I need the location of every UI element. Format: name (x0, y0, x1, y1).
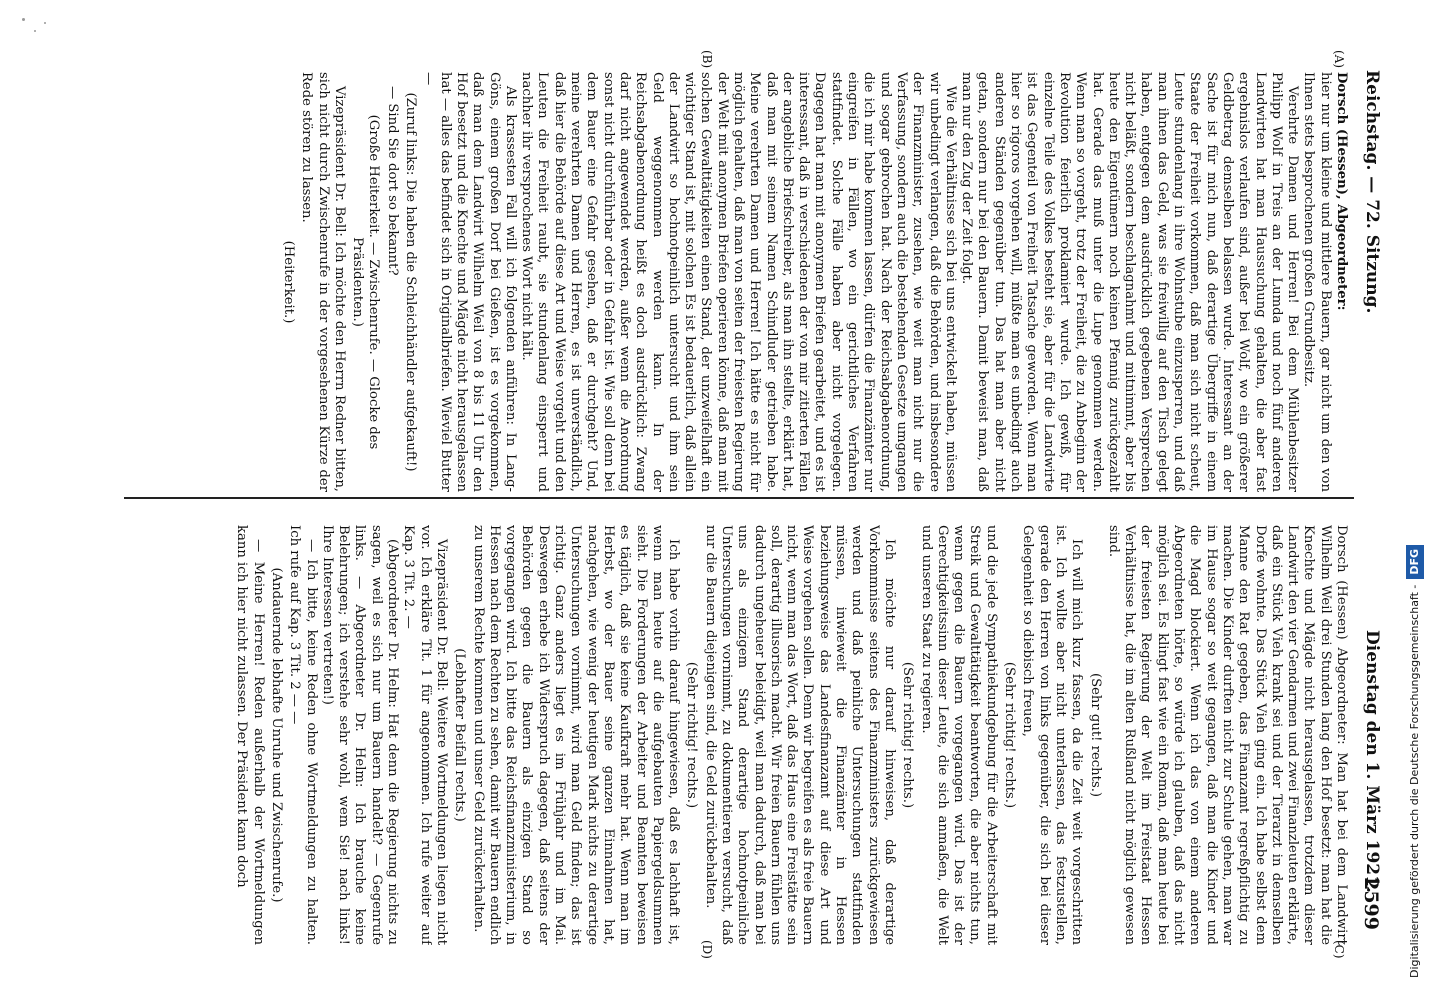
paragraph: und die jede Sympathiekundgebung für die Arbeiterschaft mit Streik und Gewalttätigkeit beantworten, die aber nichts tun, wenn gegen die Bauern vorgegangen wird. Das ist der Gerechtigkeitssinn dieser Leute, die sich anmaßen, die Welt und unseren Staat zu regieren. (918, 525, 999, 945)
margin-marker-a: (A) (1332, 50, 1346, 69)
paragraph: Ich habe vorhin darauf hingewiesen, daß es lachhaft ist, wenn man heute auf die aufgebauten Papiergeldsummen sieht. Die Forderungen der Arbeiter und Beamten beweisen es täglich, daß sie keine Kaufkraft mehr hat. Wenn man im Herbst, wo der Bauer seine ganzen Einnahmen hat, nachgehen, wie wenig der heutigen Mark nichts zu derartige Untersuchungen vornimmt, wird man Geld finden; das ist richtig. Ganz anders liegt es im Frühjahr und im Mai. Deswegen erhebe ich Widerspruch dagegen, daß seitens der Behörden gegen die Bauern als einzigen Stand so vorgegangen wird. Ich bitte das Reichsfinanzministerium, in Hessen nach dem Rechten zu sehen, damit wir Bauern endlich zu unserem Rechte kommen und unser Geld zurückerhalten. (470, 525, 682, 945)
scan-speck (22, 18, 25, 21)
margin-marker-c: (C) (1332, 940, 1346, 959)
paragraph: (Abgeordneter Dr. Helm: Hat denn die Regierung nichts zu sagen, weil es sich nur um Bauern handelt? — Gegenrufe links. — Abgeordneter Dr. Helm: Ich brauche keine Belehrungen; ich verstehe sehr wohl, wem Sie! nach links! Ihre Interessen vertreten!) (319, 525, 401, 945)
right-column (109, 525, 1349, 945)
scan-speck (44, 22, 46, 24)
page-header (1354, 70, 1382, 930)
paragraph: Als krassesten Fall will ich folgenden anführen: In Lang-Göns, einem großen Dorf bei Gießen, ist es vorgekommen, daß man dem Landwirt Wilhelm Weil von 8 bis 11 Uhr den Hof besetzt und die Knechte und Mägde nicht herausgelassen hat — alles das befindet sich in Originalbriefen. Wieviel Butter — (421, 72, 518, 492)
interjection: (Sehr richtig! rechts.) (900, 661, 916, 809)
paragraph: Vizepräsident Dr. Bell: Weitere Wortmeldungen liegen nicht vor. Ich erkläre Tit. 1 für angenommen. Ich rufe weiter auf Kap. 3 Tit. 2. — (401, 525, 449, 945)
interjection: (Sehr gut! rechts.) (1087, 672, 1103, 798)
margin-marker-d: (D) (700, 940, 714, 959)
speaker-line: Dorsch (Hessen), Abgeordneter: (1334, 72, 1349, 311)
paragraph: Ich möchte nur darauf hinweisen, daß derartige Vorkommnisse seitens des Finanzministers zurückgewiesen werden und daß peinliche Untersuchungen stattfinden müssen, inwieweit die Finanzämter in Hessen beziehungsweise das Landesfinanzamt auf diese Art und Weise vorgehen sollen. Denn wir begreifen es als freie Bauern nicht, wenn man das Wort, daß das Haus eine Freistätte sein soll, derartig illusorisch macht. Wir freien Bauern fühlen uns dadurch ungeheuer beleidigt, weil man dadurch, daß man bei uns als einzigem Stand derartige hochnotpeinliche Untersuchungen vornimmt, zu dokumentieren versucht, daß nur die Bauern diejenigen sind, die Geld zurückbehalten. (702, 525, 897, 945)
paragraph: Verehrte Damen und Herren! Bei dem Mühlenbesitzer Philipp Wolf in Treis an der Lumda und noch fünf anderen Landwirten hat man Haussuchung gehalten, die aber fast ergebnislos verlaufen sind, außer bei Wolf, wo ein größerer Geldbetrag demselben belassen wurde. Interessant an der Sache ist für mich nun, daß derartige Übergriffe in einem Staate der Freiheit vorkommen, daß man sich nicht scheut, Leute stundenlang in ihre Wohnstube einzusperren, und daß man ihnen das Geld, was sie freiwillig auf den Tisch gelegt haben, entgegen dem ausdrücklich gegebenen Versprechen nicht beläßt, sondern beschlagnahmt und mitnimmt, aber bis heute den Eigentümern noch keinen Pfennig zurückgezahlt hat. Gerade das muß unter die Lupe genommen werden. Wenn man so vorgeht, trotz der Freiheit, die zu Anbeginn der Revolution feierlich proklamiert wurde. Ich gewiß, für einzelne Teile des Volkes besteht sie, aber für die Landwirte ist das Gegenteil von Freiheit Tatsache geworden. Wenn man hier so rigoros vorgehen will, müßte man es unbedingt auch anderen Ständen gegenüber tun. Das hat man aber nicht getan, sondern nur bei den Bauern. Damit beweist man, daß man nur den Zug der Zeit folgt. (959, 72, 1301, 492)
paragraph: — Meine Herren! Reden außerhalb der Wortmeldungen kann ich hier nicht zulassen. Der Präsident kann doch (234, 525, 266, 945)
interjection: (Lebhafter Beifall rechts.) (452, 648, 468, 822)
paragraph: Wie die Verhältnisse sich bei uns entwickelt haben, müssen wir unbedingt verlangen, daß die Behörden, und insbesondere der Finanzminister, zusehen, wie weit man nicht nur die Verfassung, sondern auch die bestehenden Gesetze umgangen und sogar gebrochen hat. Nach der Reichsabgabenordnung, die ich mir habe kommen lassen, dürfen die Finanzämter nur eingreifen in Fällen, wo ein gerichtliches Verfahren stattfindet. Solche Fälle haben aber nicht vorgelegen. Dagegen hat man mit anonymen Briefen gearbeitet, und es ist interessant, daß in verschiedenen der von mir zitierten Fällen der angebliche Briefschreiber, als man ihn stellte, erklärt hat, daß man mit seinem Namen Schindluder getrieben habe. Meine verehrten Damen und Herren! Ich hätte es nicht für möglich gehalten, daß man von seiten der freiesten Regierung der Welt mit anonymen Briefen operieren könne, daß man mit solchen Gewalttätigkeiten einen Stand, der unzweifelhaft ein wichtiger Stand ist, mit solchen Es ist bedauerlich, daß allein der Landwirt so hochnotpeinlich untersucht und ihm sein Geld weggenommen werden kann. In der Reichsabgabenordnung heißt es doch ausdrücklich: Zwang darf nicht angewendet werden, außer wenn die Anordnung sonst nicht durchführbar oder in Gefahr ist. Wie soll denn bei dem Bauer eine Gefahr gesehen, daß er durchgeht? Und, meine verehrten Damen und Herren, es ist unverständlich, daß hier die Behörde auf diese Art und Weise vorgeht und den Leuten die Freiheit raubt, sie stundenlang einsperrt und nachher ihr versprochenes Wort nicht hält. (519, 72, 958, 492)
interjection: (Heiterkeit.) (281, 240, 296, 324)
interjection: (Sehr richtig! rechts.) (1002, 661, 1018, 809)
paragraph: — Sind Sie dort so bekannt? (384, 86, 400, 276)
paragraph: Vizepräsident Dr. Bell: Ich möchte den Herrn Redner bitten, sich nicht durch Zwischenrufe in der vorgesehenen Kürze der Rede stören zu lassen. (299, 72, 347, 492)
digitization-text: Digitalisierung gefördert durch die Deutsche Forschungsgemeinschaft - (1408, 584, 1421, 978)
left-column (109, 72, 1349, 492)
digitization-note (1402, 18, 1428, 978)
page-number: 2599 (1360, 877, 1382, 930)
paragraph: hier nur um kleine und mittlere Bauern, gar nicht um den von Ihnen stets besprochenen großen Grundbesitz. (1301, 72, 1333, 492)
paragraph: Ich will mich kurz fassen, da die Zeit weit vorgeschritten ist. Ich wollte aber nicht unterlassen, das festzustellen, gerade den Herren von links gegenüber, die sich bei dieser Gelegenheit so diebisch freuen, (1020, 525, 1085, 945)
dfg-logo: DFG (1406, 545, 1424, 579)
scan-speck (34, 30, 36, 32)
interjection: (Große Heiterkeit. — Zwischenrufe. — Glocke des Präsidenten.) (350, 114, 382, 450)
interjection: (Andauernde lebhafte Unruhe und Zwischenrufe.) (269, 567, 284, 903)
interjection: (Sehr richtig! rechts.) (684, 661, 700, 809)
paragraph: — Ich bitte, keine Reden ohne Wortmeldungen zu halten. Ich rufe auf Kap. 3 Tit. 2 — — (287, 525, 319, 945)
session-date: Dienstag den 1. März 1921. (1362, 630, 1382, 893)
margin-marker-b: (B) (700, 50, 714, 69)
paragraph: Dorsch (Hessen) Abgeordneter: Man hat bei dem Landwirt Wilhelm Weil drei Stunden lang den Hof besetzt: man hat die Knechte und Mägde nicht herausgelassen, trotzdem dieser Landwirt den vier Gendarmen und zwei Finanzleuten erklärte, daß ein Stück Vieh krank sei und der Tierarzt in demselben Dorfe wohnte. Das Stück Vieh ging ein. Ich habe selbst dem Manne den Rat gegeben, das Finanzamt regreßpflichtig zu machen. Die Kinder durften nicht zur Schule gehen, man war im Hause sogar so weit gegangen, daß man die Kinder und die Magd blockiert. Wenn ich das von einem anderen Abgeordneten hörte, so würde ich glauben, daß das nicht möglich sei. Es klingt fast wie ein Roman, daß man heute bei der freiesten Regierung der Welt im Freistaat Hessen Verhältnisse hat, die im alten Rußland nicht möglich gewesen sind. (1105, 525, 1349, 945)
interjection: (Zuruf links: Die haben die Schleichhändler aufgekauft!) (403, 92, 419, 472)
session-title: Reichstag. — 72. Sitzung. (1362, 70, 1382, 314)
column-divider (124, 497, 1354, 499)
